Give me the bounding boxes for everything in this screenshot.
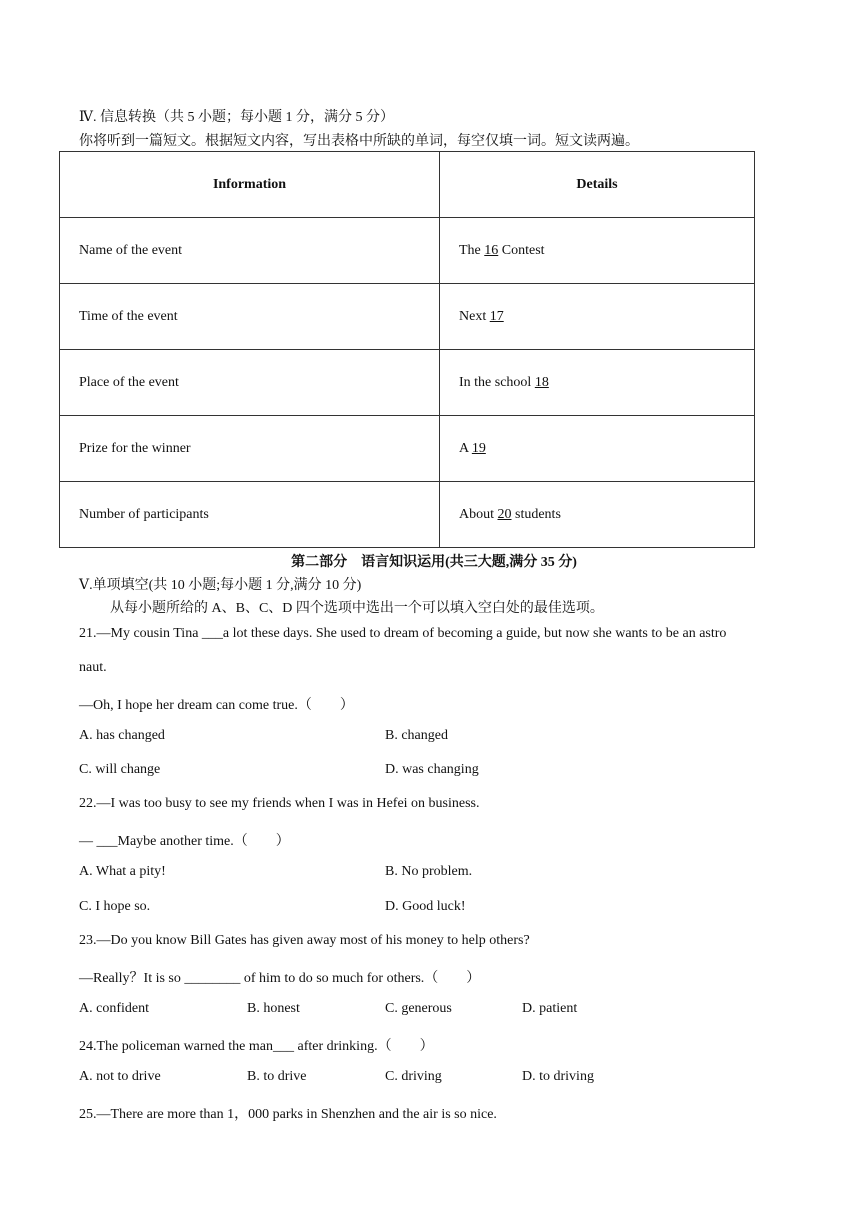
blank-18: 18 xyxy=(534,374,549,390)
detail-text: About xyxy=(459,506,498,522)
question-23-reply: —Really？It is so ________ of him to do so much for others.（ ） xyxy=(79,971,481,986)
detail-text: In the school xyxy=(459,374,535,390)
detail-text: Contest xyxy=(498,242,545,258)
question-23-stem: 23.—Do you know Bill Gates has given away most of his money to help others? xyxy=(79,933,530,948)
table-header-row xyxy=(60,152,755,218)
section-5-instruction: 从每小题所给的 A、B、C、D 四个选项中选出一个可以填入空白处的最佳选项。 xyxy=(110,601,604,616)
option-23-b: B. honest xyxy=(247,1001,300,1016)
detail-text: Next xyxy=(459,308,490,324)
table-row xyxy=(60,416,755,482)
row-detail xyxy=(440,350,755,416)
question-25-stem: 25.—There are more than 1，000 parks in Shenzhen and the air is so nice. xyxy=(79,1107,497,1122)
row-label: Name of the event xyxy=(60,218,440,284)
detail-text: A xyxy=(459,440,472,456)
row-label: Time of the event xyxy=(60,284,440,350)
section-4-instruction: 你将听到一篇短文。根据短文内容，写出表格中所缺的单词，每空仅填一词。短文读两遍。 xyxy=(79,134,639,149)
table-row xyxy=(60,482,755,548)
option-23-d: D. patient xyxy=(522,1001,578,1016)
option-21-b: B. changed xyxy=(385,728,448,743)
question-22-reply: — ___Maybe another time.（ ） xyxy=(79,834,290,849)
question-24-stem: 24.The policeman warned the man___ after drinking.（ ） xyxy=(79,1039,434,1054)
blank-17: 17 xyxy=(489,308,504,324)
row-label: Prize for the winner xyxy=(60,416,440,482)
option-21-a: A. has changed xyxy=(79,728,165,743)
question-21-stem: 21.—My cousin Tina ___a lot these days. She used to dream of becoming a guide, but now she wants to be an astro xyxy=(79,626,727,641)
option-23-a: A. confident xyxy=(79,1001,149,1016)
blank-20: 20 xyxy=(497,506,512,522)
section-5-title: Ⅴ.单项填空(共 10 小题;每小题 1 分,满分 10 分) xyxy=(79,578,362,593)
question-21-stem-cont: naut. xyxy=(79,660,107,675)
table-row xyxy=(60,218,755,284)
row-label: Number of participants xyxy=(60,482,440,548)
header-information: Information xyxy=(60,152,440,218)
row-detail xyxy=(440,482,755,548)
question-21-reply: —Oh, I hope her dream can come true.（ ） xyxy=(79,698,354,713)
row-detail xyxy=(440,416,755,482)
header-details: Details xyxy=(440,152,755,218)
row-detail xyxy=(440,284,755,350)
option-24-c: C. driving xyxy=(385,1069,442,1084)
row-detail xyxy=(440,218,755,284)
detail-text: The xyxy=(459,242,485,258)
blank-16: 16 xyxy=(484,242,499,258)
option-22-d: D. Good luck! xyxy=(385,899,466,914)
section-4-title: Ⅳ. 信息转换（共 5 小题；每小题 1 分，满分 5 分） xyxy=(79,110,394,125)
option-22-c: C. I hope so. xyxy=(79,899,151,914)
information-table xyxy=(59,151,755,548)
option-22-b: B. No problem. xyxy=(385,864,473,879)
part-2-title: 第二部分 语言知识运用(共三大题,满分 35 分) xyxy=(291,555,577,570)
option-21-d: D. was changing xyxy=(385,762,479,777)
option-23-c: C. generous xyxy=(385,1001,452,1016)
blank-19: 19 xyxy=(471,440,486,456)
table-row xyxy=(60,350,755,416)
table-row xyxy=(60,284,755,350)
detail-text: students xyxy=(511,506,561,522)
question-22-stem: 22.—I was too busy to see my friends when I was in Hefei on business. xyxy=(79,796,480,811)
row-label: Place of the event xyxy=(60,350,440,416)
option-24-d: D. to driving xyxy=(522,1069,594,1084)
option-24-a: A. not to drive xyxy=(79,1069,161,1084)
option-24-b: B. to drive xyxy=(247,1069,307,1084)
option-21-c: C. will change xyxy=(79,762,161,777)
option-22-a: A. What a pity! xyxy=(79,864,166,879)
